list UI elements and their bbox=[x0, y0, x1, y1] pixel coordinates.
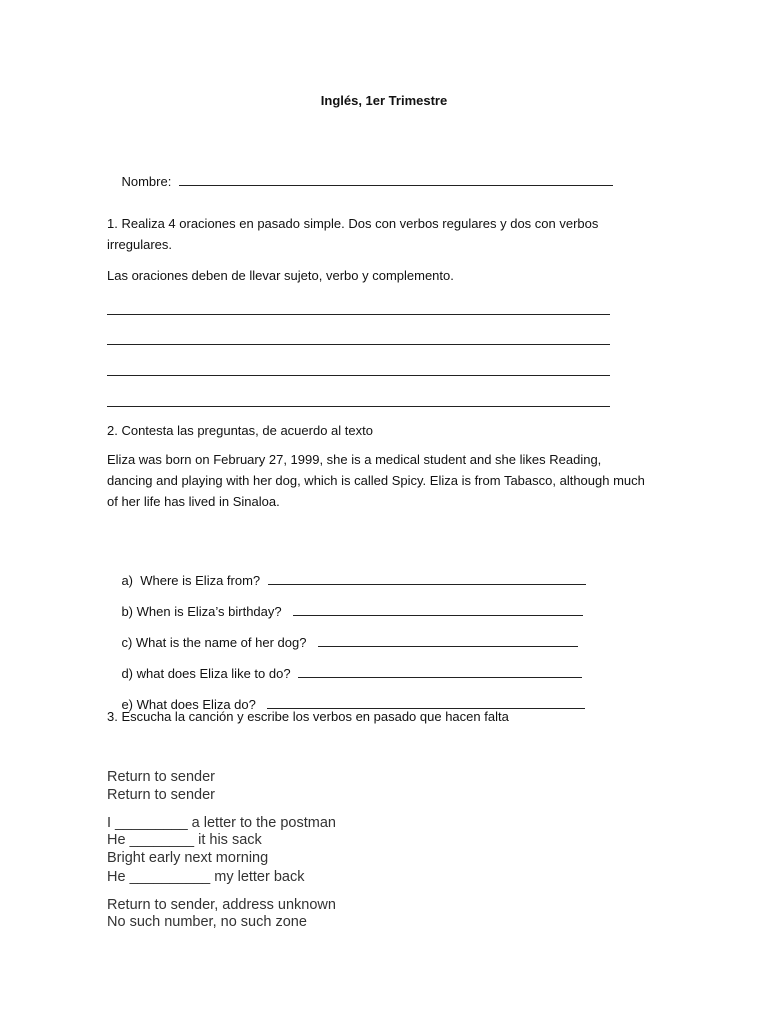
question-c: c) What is the name of her dog? bbox=[121, 635, 314, 650]
song-line: No such number, no such zone bbox=[107, 914, 307, 930]
answer-line[interactable] bbox=[107, 344, 610, 345]
question-a: a) Where is Eliza from? bbox=[121, 573, 264, 588]
page-title: Inglés, 1er Trimestre bbox=[320, 93, 448, 108]
question-b: b) When is Eliza’s birthday? bbox=[121, 604, 289, 619]
answer-line[interactable] bbox=[107, 314, 610, 315]
answer-blank[interactable] bbox=[267, 695, 585, 709]
name-label: Nombre: bbox=[121, 174, 175, 189]
reading-passage: Eliza was born on February 27, 1999, she is a medical student and she likes Reading, dancing and playing with her dog, which is called Spicy. Eliza is from Tabasco, although much of her life has lived in Sinaloa. bbox=[107, 452, 645, 509]
question-1-text: 1. Realiza 4 oraciones en pasado simple. Dos con verbos regulares y dos con verbos irregulares. bbox=[107, 216, 599, 252]
song-line: Return to sender, address unknown bbox=[107, 897, 336, 913]
question-1-note: Las oraciones deben de llevar sujeto, verbo y complemento. bbox=[107, 268, 454, 283]
name-field-row bbox=[107, 155, 613, 207]
answer-blank[interactable] bbox=[298, 664, 582, 678]
question-2-text: 2. Contesta las preguntas, de acuerdo al texto bbox=[107, 423, 373, 438]
question-d: d) what does Eliza like to do? bbox=[121, 666, 295, 681]
answer-blank[interactable] bbox=[318, 633, 578, 647]
answer-line[interactable] bbox=[107, 406, 610, 407]
question-3-text: 3. Escucha la canción y escribe los verbos en pasado que hacen falta bbox=[107, 709, 509, 724]
song-line: Return to sender bbox=[107, 787, 216, 803]
answer-line[interactable] bbox=[107, 375, 610, 376]
song-line: He __________ my letter back bbox=[107, 869, 305, 885]
answer-blank[interactable] bbox=[268, 571, 586, 585]
song-line: He ________ it his sack bbox=[107, 832, 262, 848]
name-blank-line[interactable] bbox=[179, 172, 613, 186]
answer-blank[interactable] bbox=[293, 602, 583, 616]
song-line: I _________ a letter to the postman bbox=[107, 815, 336, 831]
question-e: e) What does Eliza do? bbox=[121, 697, 264, 712]
song-line: Bright early next morning bbox=[107, 850, 269, 866]
song-line: Return to sender bbox=[107, 769, 216, 785]
